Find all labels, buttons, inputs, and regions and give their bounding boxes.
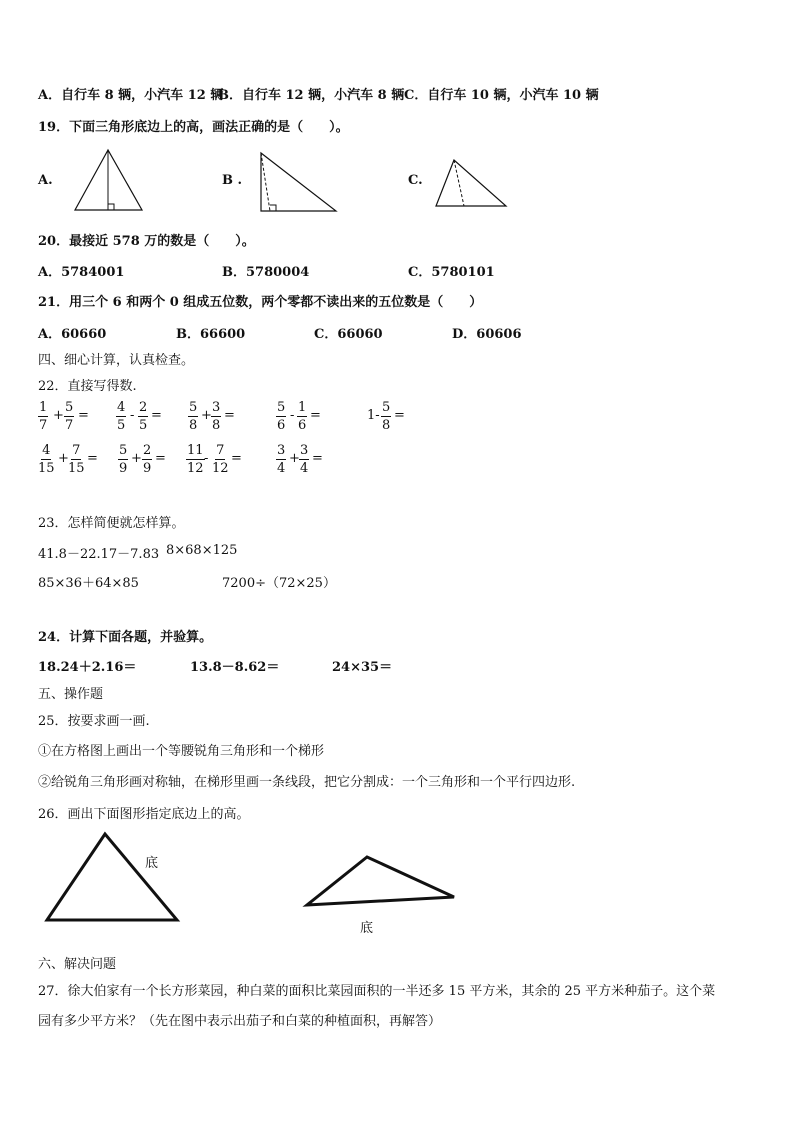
plus-sign: + [131,451,142,466]
q26-base-label-2: 底 [360,921,374,936]
q20-question: 20．最接近 578 万的数是（ ）。 [38,234,255,249]
q20-option-a: A．5784001 [38,265,125,280]
equals-sign: = [231,451,242,466]
q23-expression-1: 41.8－22.17－7.83 [38,547,160,562]
plus-sign: + [58,451,69,466]
fraction: $\frac{5}{6}$ [277,400,286,433]
plus-sign: + [289,451,300,466]
q26-base-label-1: 底 [145,856,159,871]
q26-triangle-1 [44,831,182,925]
fraction: $\frac{5}{8}$ [382,400,391,433]
q27-question-line-1: 27．徐大伯家有一个长方形菜园，种白菜的面积比菜园面积的一半还多 15 平方米，其余的 25 平方米种茄子。这个菜 [38,984,716,999]
fraction: $\frac{7}{12}$ [212,443,229,476]
q21-option-a: A．60660 [38,327,107,342]
q19-option-c: C. [408,173,423,188]
q23-expression-2: 8×68×125 [166,543,238,558]
q21-option-b: B．66600 [176,327,246,342]
q19-triangle-a [70,148,150,214]
equals-sign: = [224,408,235,423]
q25-step-2: ②给锐角三角形画对称轴，在梯形里画一条线段，把它分割成：一个三角形和一个平行四边形. [38,775,576,790]
minus-sign: - [290,408,295,423]
q25-step-1: ①在方格图上画出一个等腰锐角三角形和一个梯形 [38,744,325,759]
minus-sign: - [130,408,135,423]
equals-sign: = [394,408,405,423]
equals-sign: = [310,408,321,423]
fraction: $\frac{2}{9}$ [143,443,152,476]
q19-option-a: A. [38,173,53,188]
q19-triangle-c [432,157,512,211]
fraction: $\frac{4}{5}$ [117,400,126,433]
one-minus: 1- [367,408,380,423]
plus-sign: + [53,408,64,423]
fraction: $\frac{1}{7}$ [39,400,48,433]
fraction: $\frac{3}{4}$ [300,443,309,476]
q24-expression-2: 13.8－8.62＝ [190,660,280,675]
q22-question: 22．直接写得数. [38,379,137,394]
q24-expression-3: 24×35＝ [332,660,393,675]
plus-sign: + [201,408,212,423]
q19-triangle-b [256,150,341,214]
fraction: $\frac{3}{8}$ [212,400,221,433]
equals-sign: = [151,408,162,423]
fraction: $\frac{5}{9}$ [119,443,128,476]
fraction: $\frac{11}{12}$ [187,443,204,476]
q25-question: 25．按要求画一画. [38,714,150,729]
fraction: $\frac{2}{5}$ [139,400,148,433]
section-6-heading: 六、解决问题 [38,957,117,972]
section-4-heading: 四、细心计算，认真检查。 [38,353,195,368]
q23-question: 23．怎样简便就怎样算。 [38,516,185,531]
q24-question: 24．计算下面各题，并验算。 [38,630,213,645]
q23-expression-3: 85×36＋64×85 [38,576,139,591]
q21-question: 21．用三个 6 和两个 0 组成五位数，两个零都不读出来的五位数是（ ） [38,295,483,310]
fraction: $\frac{1}{6}$ [298,400,307,433]
q20-option-c: C．5780101 [408,265,495,280]
section-5-heading: 五、操作题 [38,687,104,702]
equals-sign: = [155,451,166,466]
q19-option-b: B . [222,173,243,188]
equals-sign: = [78,408,89,423]
q24-expression-1: 18.24＋2.16＝ [38,660,137,675]
q18-option-c: C．自行车 10 辆，小汽车 10 辆 [404,88,599,103]
q23-expression-4: 7200÷（72×25） [222,576,336,591]
q21-option-c: C．66060 [314,327,383,342]
q19-question: 19．下面三角形底边上的高，画法正确的是（ ）。 [38,120,349,135]
q20-option-b: B．5780004 [222,265,310,280]
minus-sign: - [204,451,209,466]
q21-option-d: D．60606 [452,327,522,342]
equals-sign: = [87,451,98,466]
fraction: $\frac{4}{15}$ [38,443,55,476]
q18-option-a: A．自行车 8 辆，小汽车 12 辆 [38,88,224,103]
fraction: $\frac{7}{15}$ [68,443,85,476]
fraction: $\frac{5}{7}$ [65,400,74,433]
fraction: $\frac{3}{4}$ [277,443,286,476]
q26-triangle-2 [302,853,462,909]
q26-question: 26．画出下面图形指定底边上的高。 [38,807,250,822]
q27-question-line-2: 园有多少平方米？（先在图中表示出茄子和白菜的种植面积，再解答） [38,1014,442,1029]
equals-sign: = [312,451,323,466]
fraction: $\frac{5}{8}$ [189,400,198,433]
q18-option-b: B．自行车 12 辆，小汽车 8 辆 [218,88,405,103]
